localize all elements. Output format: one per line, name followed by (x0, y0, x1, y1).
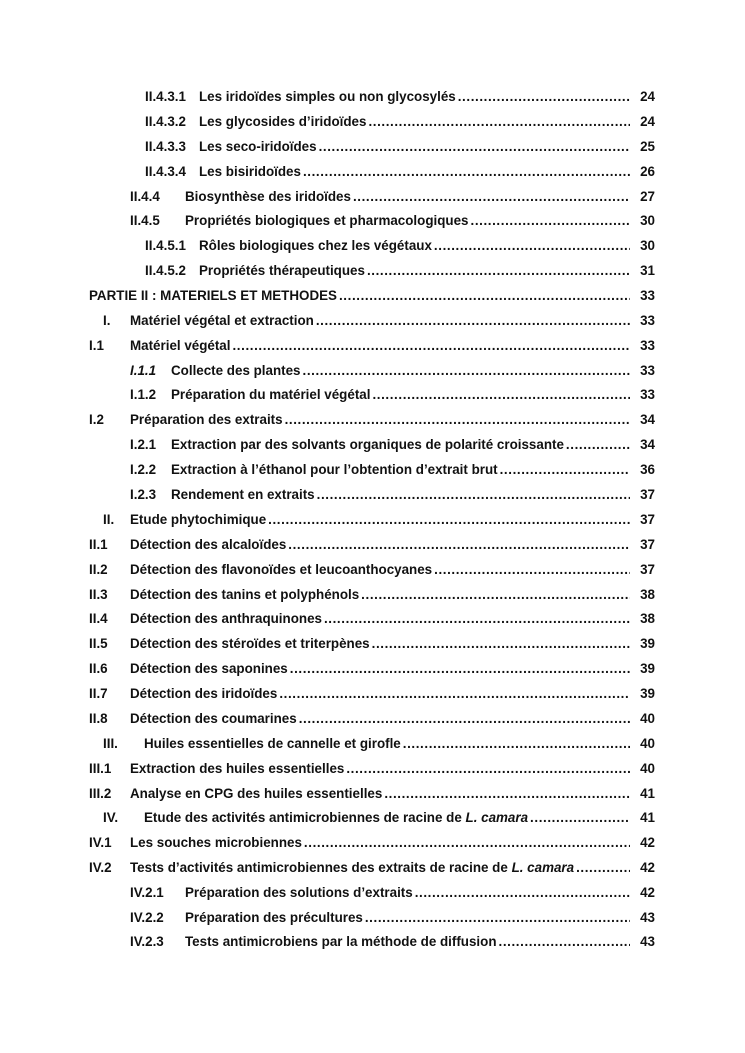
toc-entry-page: 41 (630, 784, 655, 804)
toc-entry-title: Détection des coumarines (130, 711, 297, 726)
toc-entry (0, 336, 745, 356)
toc-entry-title: Les iridoïdes simples ou non glycosylés (199, 89, 456, 104)
toc-entry-page: 39 (630, 659, 655, 679)
toc-entry-page: 38 (630, 585, 655, 605)
toc-entry-number: III. (103, 736, 118, 751)
toc-entry-title: Huiles essentielles de cannelle et girofle (144, 736, 401, 751)
toc-entry-title: Collecte des plantes (171, 363, 301, 378)
toc-entry-number: II.4 (89, 611, 108, 626)
dot-leader (285, 410, 655, 430)
toc-entry-number: I.2.2 (130, 462, 157, 477)
toc-entry-number: IV.2 (89, 860, 112, 875)
toc-entry (0, 609, 745, 629)
toc-entry (0, 112, 745, 132)
toc-entry-title: Les glycosides d’iridoïdes (199, 114, 367, 129)
toc-entry-number: II.4.3.2 (145, 114, 186, 129)
toc-entry-title: Analyse en CPG des huiles essentielles (130, 786, 383, 801)
toc-entry-number: IV.2.2 (130, 910, 164, 925)
toc-entry-number: III.1 (89, 761, 112, 776)
toc-entry-title: Détection des alcaloïdes (130, 537, 287, 552)
toc-entry-title: Détection des flavonoïdes et leucoanthocyanes (130, 562, 433, 577)
toc-entry-title: Extraction à l’éthanol pour l’obtention d’extrait brut (171, 462, 498, 477)
dot-leader (471, 211, 656, 231)
toc-entry (0, 236, 745, 256)
toc-entry-page: 33 (630, 361, 655, 381)
toc-entry-page: 24 (630, 87, 655, 107)
toc-entry-page: 24 (630, 112, 655, 132)
toc-entry-page: 40 (630, 759, 655, 779)
dot-leader (458, 87, 655, 107)
toc-entry-page: 39 (630, 634, 655, 654)
toc-entry-number: IV.2.1 (130, 885, 164, 900)
dot-leader (319, 137, 655, 157)
toc-entry-number: I. (103, 313, 111, 328)
toc-entry-number: II.3 (89, 587, 108, 602)
toc-entry-number: II. (103, 512, 115, 527)
toc-entry-title: Rendement en extraits (171, 487, 315, 502)
toc-entry-number: IV.2.3 (130, 934, 164, 949)
toc-entry (0, 485, 745, 505)
toc-entry-title: Les souches microbiennes (130, 835, 302, 850)
toc-entry-number: II.4.3.1 (145, 89, 186, 104)
toc-entry-title: Préparation des précultures (185, 910, 363, 925)
toc-entry-number: I.1.1 (130, 363, 157, 378)
dot-leader (268, 510, 655, 530)
toc-entry-page: 37 (630, 485, 655, 505)
dot-leader (303, 162, 655, 182)
toc-entry (0, 261, 745, 281)
toc-entry-title: Etude phytochimique (130, 512, 267, 527)
toc-entry (0, 187, 745, 207)
toc-entry-page: 41 (630, 808, 655, 828)
toc-entry-page: 43 (630, 932, 655, 952)
toc-entry-title: Détection des saponines (130, 661, 288, 676)
toc-entry-page: 38 (630, 609, 655, 629)
toc-entry (0, 908, 745, 928)
toc-entry (0, 932, 745, 952)
toc-entry-page: 42 (630, 858, 655, 878)
toc-entry-number: II.1 (89, 537, 108, 552)
toc-entry (0, 808, 745, 828)
toc-entry-number: II.5 (89, 636, 108, 651)
toc-entry-number: III.2 (89, 786, 112, 801)
toc-entry (0, 634, 745, 654)
toc-entry-number: II.4.5.1 (145, 238, 186, 253)
toc-entry-number: II.8 (89, 711, 108, 726)
toc-entry-title: Détection des tanins et polyphénols (130, 587, 360, 602)
dot-leader (317, 485, 655, 505)
toc-entry (0, 410, 745, 430)
dot-leader (384, 784, 655, 804)
toc-entry-title: Détection des iridoïdes (130, 686, 278, 701)
toc-entry-title: Préparation des extraits (130, 412, 283, 427)
toc-entry-page: 26 (630, 162, 655, 182)
toc-entry (0, 560, 745, 580)
toc-entry-page: 33 (630, 286, 655, 306)
toc-entry-title: Extraction par des solvants organiques de polarité croissante (171, 437, 564, 452)
toc-entry-page: 25 (630, 137, 655, 157)
toc-entry-title: Rôles biologiques chez les végétaux (199, 238, 432, 253)
toc-entry (0, 510, 745, 530)
toc-entry (0, 385, 745, 405)
toc-entry-page: 34 (630, 410, 655, 430)
dot-leader (434, 560, 655, 580)
dot-leader (346, 759, 655, 779)
toc-entry-title: Matériel végétal (130, 338, 231, 353)
toc-entry (0, 659, 745, 679)
toc-entry-page: 43 (630, 908, 655, 928)
toc-entry-title: Préparation du matériel végétal (171, 387, 371, 402)
toc-entry-number: II.4.3.4 (145, 164, 186, 179)
toc-entry-number: II.4.5 (130, 213, 160, 228)
toc-entry-title: Extraction des huiles essentielles (130, 761, 345, 776)
toc-entry (0, 684, 745, 704)
toc-entry (0, 361, 745, 381)
toc-entry-number: II.4.4 (130, 189, 160, 204)
toc-entry-page: 33 (630, 385, 655, 405)
toc-entry-title: Matériel végétal et extraction (130, 313, 314, 328)
toc-entry-number: I.1 (89, 338, 104, 353)
toc-entry (0, 137, 745, 157)
toc-entry-page: 40 (630, 734, 655, 754)
toc-entry-number: I.2.1 (130, 437, 157, 452)
toc-entry-number: II.7 (89, 686, 108, 701)
toc-entry-page: 33 (630, 336, 655, 356)
toc-entry-page: 30 (630, 236, 655, 256)
toc-entry-title: Etude des activités antimicrobiennes de racine de L. camara (144, 810, 529, 825)
toc-entry-title: Les bisiridoïdes (199, 164, 301, 179)
toc-entry-title: Propriétés thérapeutiques (199, 263, 365, 278)
toc-entry-number: I.2 (89, 412, 104, 427)
dot-leader (324, 609, 655, 629)
toc-entry-title: Tests d’activités antimicrobiennes des extraits de racine de L. camara (130, 860, 575, 875)
toc-entry-title: Détection des anthraquinones (130, 611, 322, 626)
dot-leader (304, 833, 655, 853)
dot-leader (290, 659, 655, 679)
toc-entry-title: Détection des stéroïdes et triterpènes (130, 636, 370, 651)
toc-part-heading (0, 286, 745, 306)
toc-entry (0, 460, 745, 480)
toc-entry (0, 759, 745, 779)
toc-entry (0, 709, 745, 729)
dot-leader (367, 261, 655, 281)
toc-entry (0, 784, 745, 804)
toc-entry (0, 162, 745, 182)
toc-entry-page: 37 (630, 560, 655, 580)
toc-entry-page: 39 (630, 684, 655, 704)
species-name: L. camara (511, 860, 575, 875)
toc-entry (0, 585, 745, 605)
toc-entry-number: II.6 (89, 661, 108, 676)
toc-entry (0, 833, 745, 853)
toc-entry-number: I.1.2 (130, 387, 157, 402)
toc-entry (0, 535, 745, 555)
toc-entry-page: 33 (630, 311, 655, 331)
toc-entry-page: 42 (630, 833, 655, 853)
dot-leader (316, 311, 655, 331)
dot-leader (303, 361, 656, 381)
dot-leader (403, 734, 655, 754)
species-name: L. camara (465, 810, 529, 825)
toc-entry (0, 435, 745, 455)
toc-entry-title: Préparation des solutions d’extraits (185, 885, 413, 900)
toc-entry-page: 42 (630, 883, 655, 903)
dot-leader (353, 187, 655, 207)
toc-entry-title: Biosynthèse des iridoïdes (185, 189, 351, 204)
dot-leader (365, 908, 655, 928)
toc-entry-number: II.4.5.2 (145, 263, 186, 278)
toc-entry-page: 36 (630, 460, 655, 480)
toc-entry-title: Propriétés biologiques et pharmacologiques (185, 213, 469, 228)
toc-entry-page: 31 (630, 261, 655, 281)
toc-entry-number: I.2.3 (130, 487, 157, 502)
dot-leader (361, 585, 655, 605)
dot-leader (288, 535, 655, 555)
dot-leader (372, 385, 655, 405)
toc-entry-page: 40 (630, 709, 655, 729)
toc-entry (0, 87, 745, 107)
dot-leader (232, 336, 655, 356)
toc-entry-page: 27 (630, 187, 655, 207)
toc-entry-page: 30 (630, 211, 655, 231)
dot-leader (368, 112, 655, 132)
toc-entry-page: 34 (630, 435, 655, 455)
toc-entry-number: II.4.3.3 (145, 139, 186, 154)
toc-entry-number: IV.1 (89, 835, 112, 850)
dot-leader (279, 684, 655, 704)
toc-entry (0, 311, 745, 331)
dot-leader (299, 709, 655, 729)
dot-leader (372, 634, 655, 654)
dot-leader (434, 236, 655, 256)
toc-entry-title: PARTIE II : MATERIELS ET METHODES (89, 288, 337, 303)
dot-leader (415, 883, 655, 903)
toc-entry (0, 883, 745, 903)
toc-entry-page: 37 (630, 510, 655, 530)
toc-entry-title: Les seco-iridoïdes (199, 139, 317, 154)
toc-entry-title: Tests antimicrobiens par la méthode de diffusion (185, 934, 497, 949)
toc-entry (0, 211, 745, 231)
toc-entry-page: 37 (630, 535, 655, 555)
toc-entry (0, 858, 745, 878)
dot-leader (339, 286, 655, 306)
toc-entry-number: II.2 (89, 562, 108, 577)
toc-entry (0, 734, 745, 754)
toc-entry-number: IV. (103, 810, 119, 825)
